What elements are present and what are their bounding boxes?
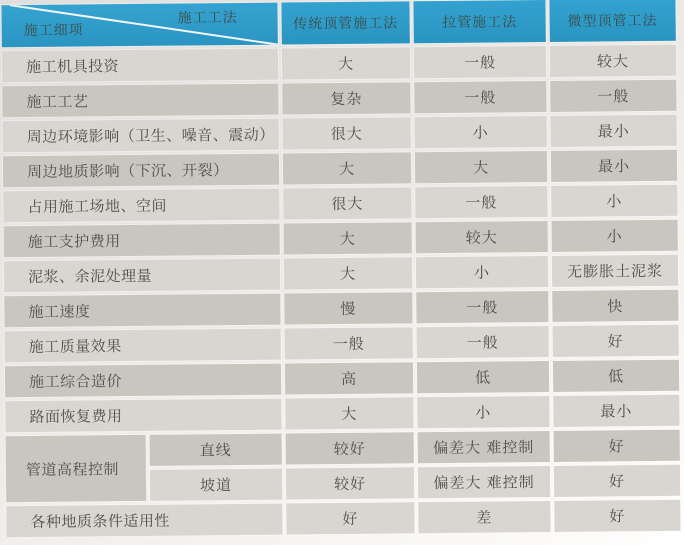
value-cell: 最小 (551, 150, 677, 182)
value-cell: 一般 (417, 326, 549, 358)
value-cell: 最小 (553, 395, 679, 427)
value-cell: 大 (285, 397, 413, 429)
value-cell: 小 (415, 116, 547, 148)
value-cell: 无膨胀土泥浆 (552, 255, 678, 287)
value-cell: 小 (552, 220, 678, 252)
value-cell: 好 (286, 502, 414, 534)
row-label: 施工机具投资 (2, 49, 278, 83)
row-label: 周边地质影响（下沉、开裂） (3, 154, 279, 188)
comparison-table (1, 0, 680, 537)
method-header-pipe-pulling: 拉管施工法 (413, 0, 545, 43)
value-cell: 较大 (416, 221, 548, 253)
value-cell: 一般 (414, 81, 546, 113)
value-cell: 小 (417, 396, 549, 428)
value-cell: 小 (551, 185, 677, 217)
row-label: 施工速度 (4, 294, 280, 328)
value-cell: 最小 (551, 115, 677, 147)
value-cell: 慢 (284, 292, 412, 324)
row-label: 占用施工场地、空间 (3, 189, 279, 223)
value-cell: 大 (415, 151, 547, 183)
value-cell: 高 (285, 362, 413, 394)
row-label: 施工质量效果 (5, 329, 281, 363)
corner-bottom-label: 施工细项 (23, 21, 84, 39)
value-cell: 大 (284, 257, 412, 289)
value-cell: 好 (554, 430, 680, 462)
value-cell: 较好 (286, 432, 414, 464)
value-cell: 好 (554, 500, 680, 532)
value-cell: 复杂 (282, 82, 410, 114)
sub-row-label: 直线 (150, 434, 282, 466)
row-label: 施工支护费用 (4, 224, 280, 258)
value-cell: 一般 (415, 186, 547, 218)
value-cell: 一般 (285, 327, 413, 359)
corner-header-cell (1, 3, 277, 48)
method-header-micro-jacking: 微型顶管工法 (549, 0, 675, 42)
value-cell: 一般 (414, 46, 546, 78)
value-cell: 大 (282, 47, 410, 79)
value-cell: 很大 (283, 187, 411, 219)
value-cell: 一般 (416, 291, 548, 323)
value-cell: 快 (552, 290, 678, 322)
value-cell: 较好 (286, 467, 414, 499)
value-cell: 很大 (283, 117, 411, 149)
row-label: 施工工艺 (2, 84, 278, 118)
row-label: 各种地质条件适用性 (6, 504, 282, 538)
group-row-label: 管道高程控制 (6, 435, 147, 502)
row-label: 施工综合造价 (5, 364, 281, 398)
value-cell: 低 (553, 360, 679, 392)
value-cell: 较大 (550, 45, 676, 77)
value-cell: 一般 (550, 80, 676, 112)
value-cell: 偏差大 难控制 (418, 466, 550, 498)
row-label: 泥浆、余泥处理量 (4, 259, 280, 293)
corner-top-label: 施工工法 (177, 8, 238, 26)
value-cell: 大 (284, 222, 412, 254)
sub-row-label: 坡道 (150, 469, 282, 501)
value-cell: 好 (554, 465, 680, 497)
value-cell: 小 (416, 256, 548, 288)
value-cell: 差 (418, 501, 550, 533)
method-header-traditional: 传统顶管施工法 (281, 1, 409, 44)
value-cell: 偏差大 难控制 (418, 431, 550, 463)
value-cell: 大 (283, 152, 411, 184)
value-cell: 好 (553, 325, 679, 357)
value-cell: 低 (417, 361, 549, 393)
row-label: 路面恢复费用 (5, 399, 281, 433)
row-label: 周边环境影响（卫生、噪音、震动） (3, 119, 279, 153)
